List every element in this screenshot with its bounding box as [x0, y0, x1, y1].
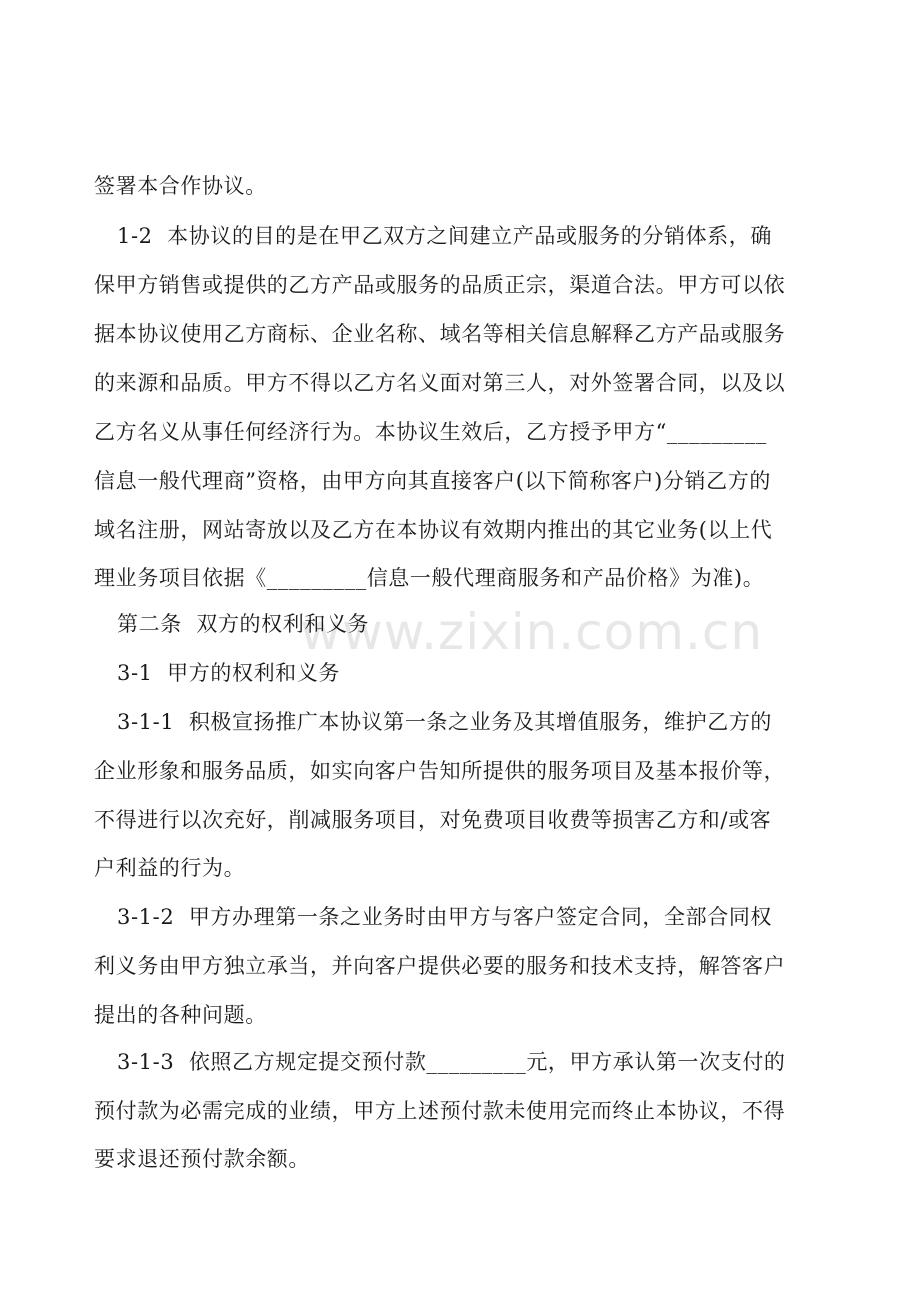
text-line: 户利益的行为。	[94, 856, 246, 880]
text-line: 理业务项目依据《_________信息一般代理商服务和产品价格》为准)。	[94, 566, 765, 590]
text-line: 企业形象和服务品质，如实向客户告知所提供的服务项目及基本报价等，	[94, 759, 786, 783]
text-line: 乙方名义从事任何经济行为。本协议生效后，乙方授予甲方“_________	[94, 420, 767, 444]
text-line: 提出的各种问题。	[94, 1003, 267, 1027]
text-line: 保甲方销售或提供的乙方产品或服务的品质正宗，渠道合法。甲方可以依	[94, 273, 786, 297]
text-line: 利义务由甲方独立承当，并向客户提供必要的服务和技术支持，解答客户	[94, 954, 786, 978]
text-line: 要求退还预付款余额。	[94, 1147, 310, 1171]
text-line: 3-1-1 积极宣扬推广本协议第一条之业务及其增值服务，维护乙方的	[117, 710, 773, 734]
text-line: 信息一般代理商”资格，由甲方向其直接客户(以下简称客户)分销乙方的	[94, 469, 771, 493]
watermark: www.zixin.com.cn	[300, 603, 764, 661]
subsection-heading: 3-1 甲方的权利和义务	[117, 661, 340, 685]
text-line: 的来源和品质。甲方不得以乙方名义面对第三人，对外签署合同，以及以	[94, 371, 786, 395]
text-line: 签署本合作协议。	[94, 174, 267, 198]
text-line: 预付款为必需完成的业绩，甲方上述预付款未使用完而终止本协议，不得	[94, 1099, 786, 1123]
text-line: 不得进行以次充好，削减服务项目，对免费项目收费等损害乙方和/或客	[94, 808, 772, 832]
text-line: 1-2 本协议的目的是在甲乙双方之间建立产品或服务的分销体系，确	[117, 224, 772, 248]
text-line: 域名注册，网站寄放以及乙方在本协议有效期内推出的其它业务(以上代	[94, 518, 773, 542]
text-line: 3-1-2 甲方办理第一条之业务时由甲方与客户签定合同，全部合同权	[117, 905, 773, 929]
text-line: 据本协议使用乙方商标、企业名称、域名等相关信息解释乙方产品或服务	[94, 322, 786, 346]
section-heading: 第二条 双方的权利和义务	[117, 612, 370, 636]
text-line: 3-1-3 依照乙方规定提交预付款_________元，甲方承认第一次支付的	[117, 1050, 786, 1074]
